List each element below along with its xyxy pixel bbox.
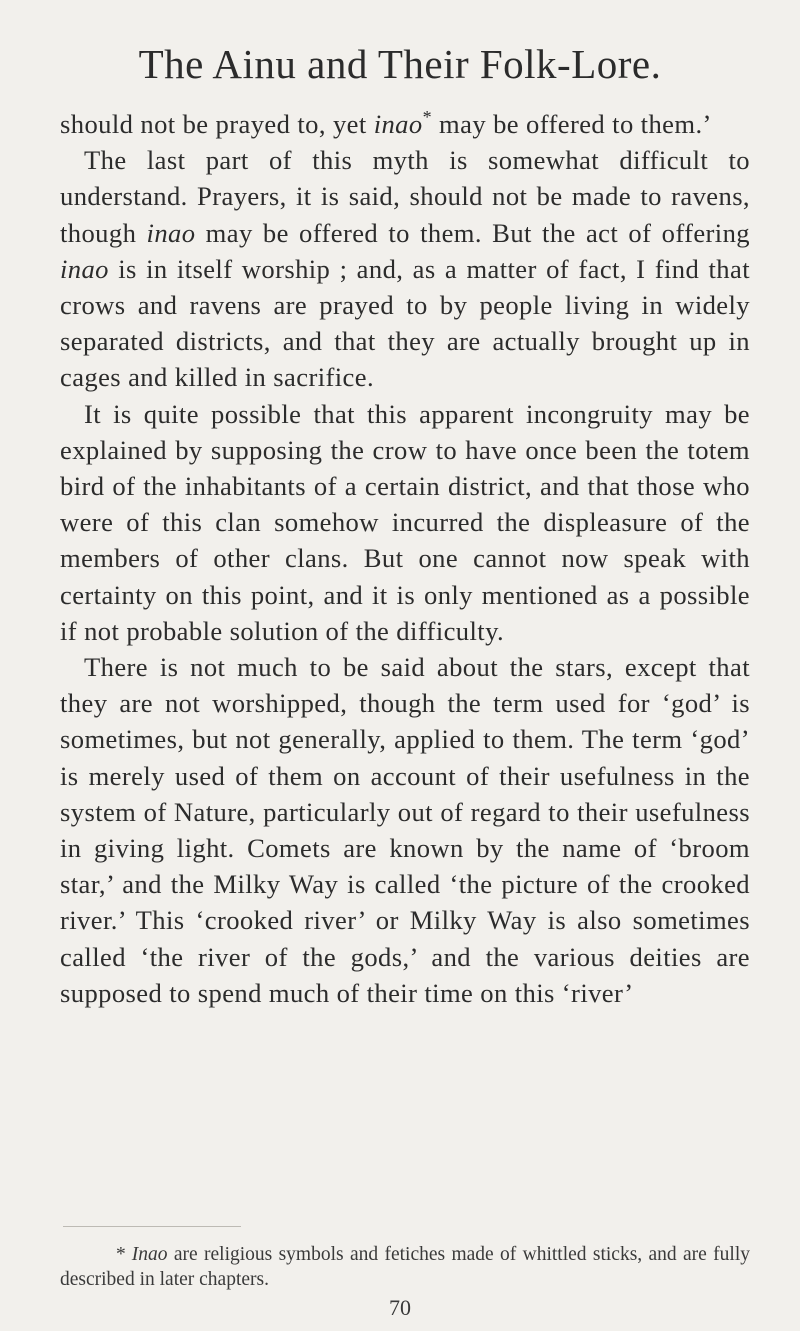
footnote-rule: [63, 1226, 241, 1227]
p1-text-before: should not be prayed to, yet: [60, 109, 374, 139]
body-text: [60, 106, 750, 1011]
footnote-text: are religious symbols and fetiches made of whittled sticks, and are fully described in later chapters.: [60, 1244, 750, 1290]
running-head: The Ainu and Their Folk-Lore.: [138, 41, 662, 87]
paragraph-3: It is quite possible that this apparent incongruity may be explained by supposing the crow to have once been the totem bird of the inhabitants of a certain district, and that those who were of this clan somehow incurred the displeasure of the members of other clans. But one cannot now speak with certainty on this point, and it is only mentioned as a possible if not probable solution of the difficulty.: [60, 398, 750, 646]
p2-text-a: The last part of this myth is somewhat difficult to understand. Prayers, it is said, should not be made to ravens, though: [60, 145, 750, 248]
footnote-term: Inao: [131, 1244, 168, 1265]
p2-text-b: may be offered to them. But the act of offering: [195, 217, 750, 248]
p1-term-inao: inao: [373, 109, 423, 139]
paragraph-1: [60, 106, 750, 142]
page-number: 70: [389, 1295, 411, 1320]
paragraph-2: [60, 142, 750, 395]
p2-term-inao-2: inao: [60, 253, 109, 284]
p1-text-after: may be offered to them.’: [431, 109, 712, 139]
p2-text-c: is in itself worship ; and, as a matter of fact, I find that crows and ravens are prayed to by people living in widely separated districts, and that they are actually brought up in cages and killed in sacrifice.: [60, 253, 750, 393]
p2-term-inao-1: inao: [146, 217, 196, 248]
footnote-reference-mark: *: [422, 107, 432, 128]
footnote-mark: *: [116, 1244, 126, 1265]
footnote: [60, 1242, 750, 1292]
paragraph-4: There is not much to be said about the stars, except that they are not worshipped, though the term used for ‘god’ is sometimes, but not generally, applied to them. The term ‘god’ is merely used of them on account of their usefulness in the system of Nature, particularly out of regard to their usefulness in giving light. Comets are known by the name of ‘broom star,’ and the Milky Way is called ‘the picture of the crooked river.’ This ‘crooked river’ or Milky Way is also sometimes called ‘the river of the gods,’ and the various deities are supposed to spend much of their time on this ‘river’: [60, 652, 750, 1008]
